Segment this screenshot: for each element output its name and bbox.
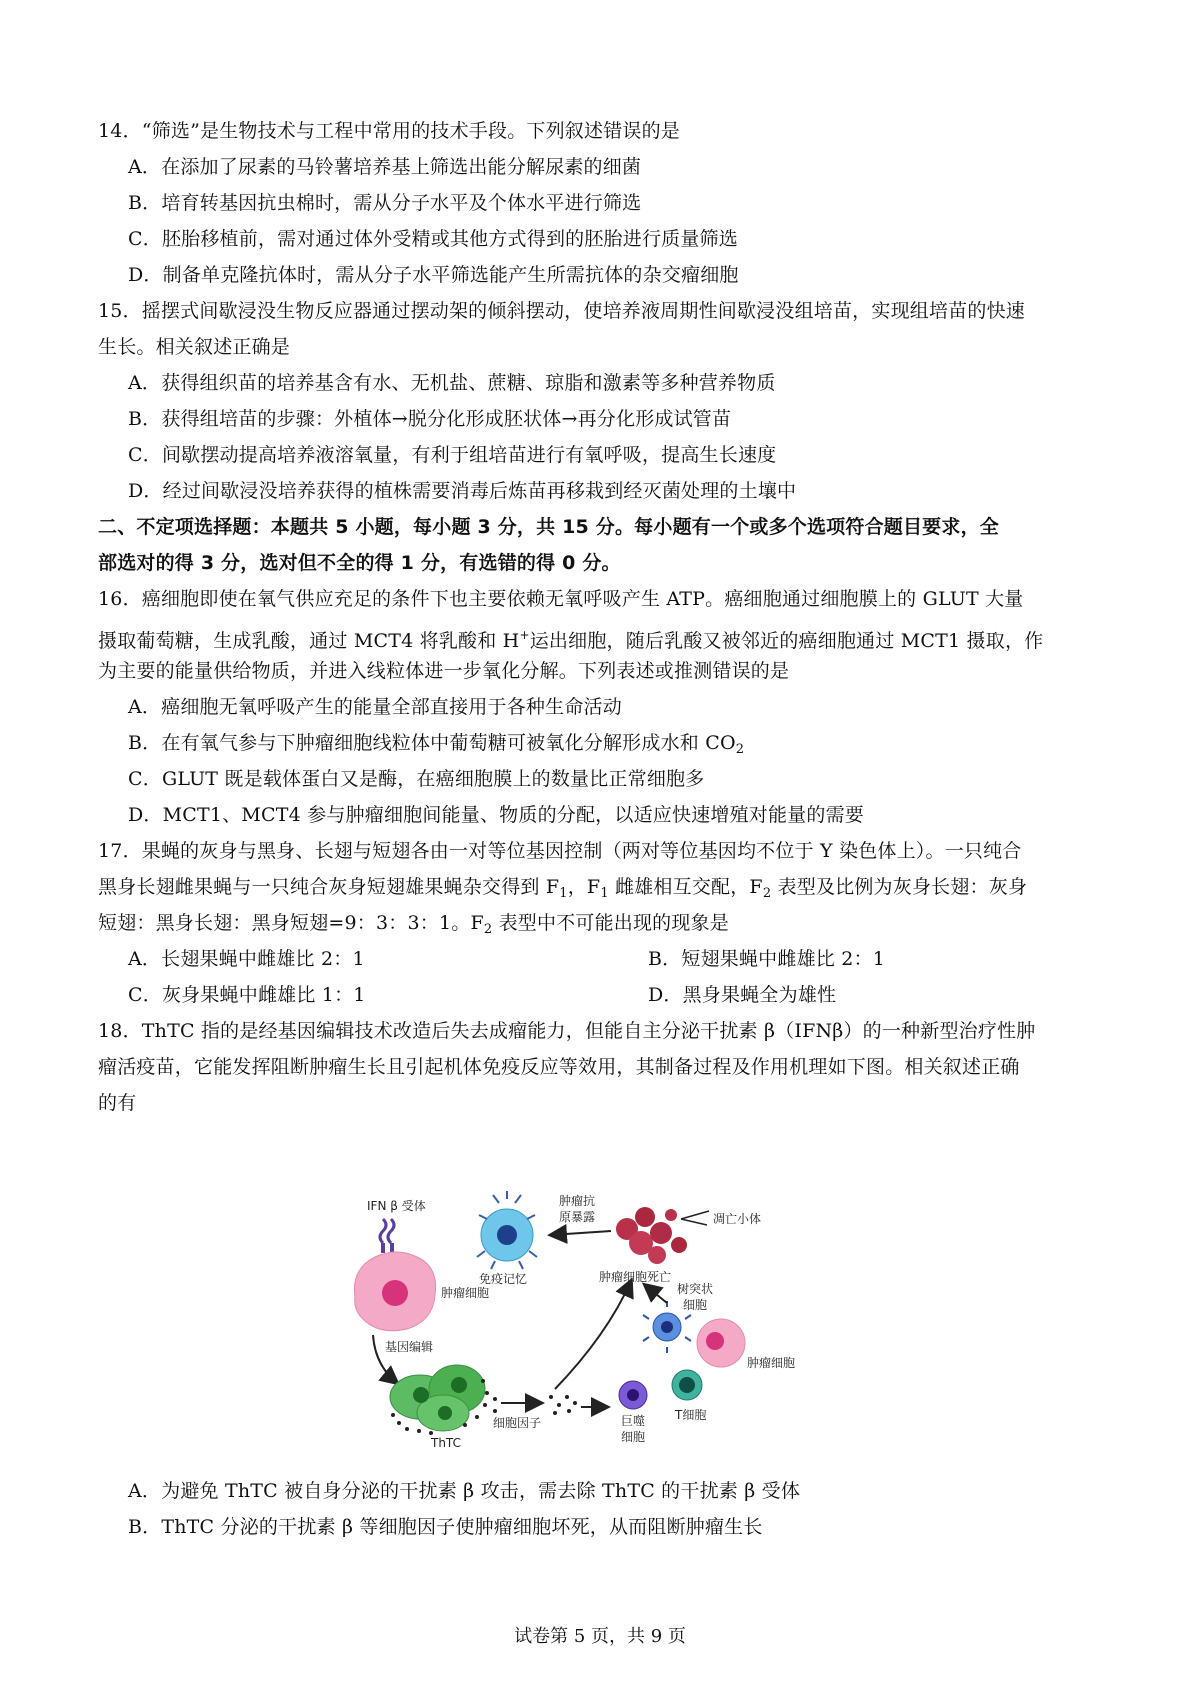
q17-stem-text: 黑身长翅雌果蝇与一只纯合灰身短翅雄果蝇杂交得到 F [98,876,560,898]
macrophage-label-2: 细胞 [621,1430,646,1444]
subscript: 2 [483,922,493,937]
section2-heading-line2: 部选对的得 3 分，选对但不全的得 1 分，有选错的得 0 分。 [98,552,621,574]
apoptotic-bodies-icon [616,1207,687,1264]
tumor-cell-label: 肿瘤细胞 [441,1286,490,1300]
q14-option-d: D．制备单克隆抗体时，需从分子水平筛选能产生所需抗体的杂交瘤细胞 [128,264,739,286]
memory-label: 免疫记忆 [479,1272,528,1286]
section2-heading-line1: 二、不定项选择题：本题共 5 小题，每小题 3 分，共 15 分。每小题有一个或多个选项符合题目要求，全 [98,516,999,538]
antigen-label-2: 原暴露 [559,1210,596,1224]
q14-stem: 14．“筛选”是生物技术与工程中常用的技术手段。下列叙述错误的是 [98,120,681,142]
arrow-icon [645,1285,667,1303]
macrophage-label-1: 巨噬 [621,1414,646,1428]
q15-option-d: D．经过间歇浸没培养获得的植株需要消毒后炼苗再移栽到经灭菌处理的土壤中 [128,480,797,502]
q17-stem-text: 表型中不可能出现的现象是 [492,912,729,934]
q18-option-b: B．ThTC 分泌的干扰素 β 等细胞因子使肿瘤细胞坏死，从而阻断肿瘤生长 [128,1516,763,1538]
q16-option-d: D．MCT1、MCT4 参与肿瘤细胞间能量、物质的分配，以适应快速增殖对能量的需要 [128,804,864,826]
dc-label-1: 树突状 [677,1282,714,1296]
subscript: 1 [600,886,609,901]
q17-options-row2 [128,976,1138,1014]
q17-stem-text: 表型及比例为灰身长翅：灰身 [771,876,1028,898]
q15-option-a: A．获得组织苗的培养基含有水、无机盐、蔗糖、琼脂和激素等多种营养物质 [128,372,776,394]
gene-edit-label: 基因编辑 [385,1340,434,1354]
q17-options-row1 [128,940,1138,978]
q16-stem-line3: 为主要的能量供给物质，并进入线粒体进一步氧化分解。下列表述或推测错误的是 [98,660,790,682]
q16-option-b-text: B．在有氧气参与下肿瘤细胞线粒体中葡萄糖可被氧化分解形成水和 CO [128,732,736,754]
tumor-cell-2-label: 肿瘤细胞 [747,1356,796,1370]
q16-option-c: C．GLUT 既是载体蛋白又是酶，在癌细胞膜上的数量比正常细胞多 [128,768,705,790]
tumor-cell-icon [354,1252,435,1331]
q15-stem-line1: 15．摇摆式间歇浸没生物反应器通过摆动架的倾斜摆动，使培养液周期性间歇浸没组培苗，实现组培苗的快速 [98,300,1025,322]
q15-option-b: B．获得组培苗的步骤：外植体→脱分化形成胚状体→再分化形成试管苗 [128,408,732,430]
death-label: 肿瘤细胞死亡 [599,1270,672,1284]
q17-option-a: A．长翅果蝇中雌雄比 2：1 [128,948,365,970]
t-cell-icon [672,1370,702,1400]
page-footer: 试卷第 5 页，共 9 页 [514,1626,686,1647]
q18-option-a: A．为避免 ThTC 被自身分泌的干扰素 β 攻击，需去除 ThTC 的干扰素 β 受体 [128,1480,801,1502]
q17-option-c: C．灰身果蝇中雌雄比 1：1 [128,984,366,1006]
apoptotic-label: 凋亡小体 [713,1212,762,1226]
q18-stem-line1: 18．ThTC 指的是经基因编辑技术改造后失去成瘤能力，但能自主分泌干扰素 β（IFNβ）的一种新型治疗性肿 [98,1020,1036,1042]
memory-cell-icon [477,1191,537,1269]
q14-option-b: B．培育转基因抗虫棉时，需从分子水平及个体水平进行筛选 [128,192,642,214]
q18-stem-line2: 瘤活疫苗，它能发挥阻断肿瘤生长且引起机体免疫反应等效用，其制备过程及作用机理如下图。相关叙述正确 [98,1056,1020,1078]
t-cell-label: T细胞 [675,1408,707,1422]
q15-option-c: C．间歇摆动提高培养液溶氧量，有利于组培苗进行有氧呼吸，提高生长速度 [128,444,777,466]
cytokine-label: 细胞因子 [493,1416,542,1430]
q17-option-b: B．短翅果蝇中雌雄比 2：1 [648,948,885,970]
q16-stem-text: 摄取葡萄糖，生成乳酸，通过 MCT4 将乳酸和 H [98,630,520,652]
thtc-label: ThTC [431,1436,461,1447]
cytokine-icon [549,1395,577,1415]
dc-label-2: 细胞 [683,1298,708,1312]
tumor-cell-icon [697,1319,745,1367]
q17-stem-text: ，F [567,876,601,898]
arrow-icon [551,1231,611,1235]
q17-option-d: D．黑身果蝇全为雄性 [648,984,837,1006]
q16-stem-text: 运出细胞，随后乳酸又被邻近的癌细胞通过 MCT1 摄取，作 [529,630,1044,652]
arrow-icon [555,1281,631,1389]
subscript: 2 [762,886,772,901]
pointer-line [681,1211,709,1225]
q17-stem-text: 短翅：黑身长翅：黑身短翅=9：3：3：1。F [98,912,484,934]
q17-stem-line1: 17．果蝇的灰身与黑身、长翅与短翅各由一对等位基因控制（两对等位基因均不位于 Y 染色体上）。一只纯合 [98,840,1022,862]
q16-option-a: A．癌细胞无氧呼吸产生的能量全部直接用于各种生命活动 [128,696,622,718]
q14-option-c: C．胚胎移植前，需对通过体外受精或其他方式得到的胚胎进行质量筛选 [128,228,738,250]
antigen-label-1: 肿瘤抗 [559,1194,596,1208]
superscript: + [519,628,530,642]
q17-stem-text: 雌雄相互交配，F [608,876,763,898]
subscript: 2 [735,742,745,757]
subscript: 1 [559,886,568,901]
macrophage-icon [619,1381,647,1409]
q15-stem-line2: 生长。相关叙述正确是 [98,336,291,358]
q14-option-a: A．在添加了尿素的马铃薯培养基上筛选出能分解尿素的细菌 [128,156,642,178]
receptor-label: IFN β 受体 [367,1199,426,1213]
thtc-mechanism-figure [345,1185,885,1447]
q18-stem-line3: 的有 [98,1092,137,1114]
q16-stem-line1: 16．癌细胞即使在氧气供应充足的条件下也主要依赖无氧呼吸产生 ATP。癌细胞通过细胞膜上的 GLUT 大量 [98,588,1024,610]
thtc-cells-icon [390,1365,497,1435]
ifn-receptor-icon [380,1219,394,1253]
